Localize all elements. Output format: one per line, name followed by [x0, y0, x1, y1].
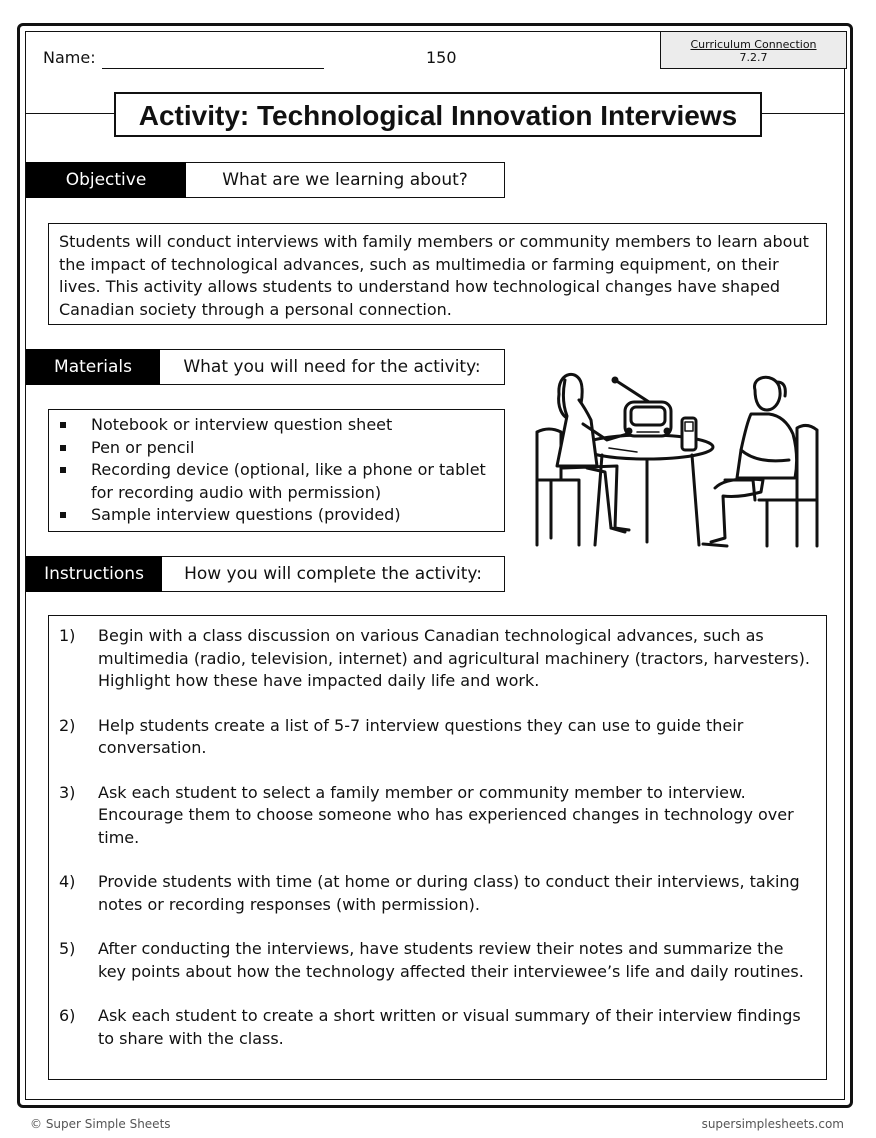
- bullet-icon: [60, 422, 66, 428]
- title-rule-left: [26, 113, 114, 114]
- list-item: [49, 782, 826, 850]
- list-item: [49, 938, 826, 983]
- curriculum-connection-code: 7.2.7: [739, 51, 768, 64]
- objective-text: Students will conduct interviews with family members or community members to learn about the impact of technological advances, such as multimedia or farming equipment, on their lives. This activity allows students to understand how technological changes have shaped Canadian society through a personal connection.: [59, 232, 809, 319]
- page-title: Activity: Technological Innovation Interviews: [114, 92, 762, 137]
- step-text: Ask each student to select a family member or community member to interview. Encourage them to choose someone who has experienced changes in technology over time.: [98, 782, 794, 847]
- list-item: [49, 871, 826, 916]
- list-item: [49, 1005, 826, 1050]
- title-rule-right: [762, 113, 844, 114]
- objective-desc: What are we learning about?: [186, 162, 505, 198]
- step-number: 3): [59, 782, 76, 802]
- step-number: 5): [59, 939, 76, 958]
- bullet-icon: [60, 445, 66, 451]
- objective-header: [26, 162, 505, 198]
- instructions-tag: Instructions: [26, 556, 162, 592]
- step-number: 1): [59, 626, 76, 645]
- step-text: Help students create a list of 5-7 interview questions they can use to guide their conversation.: [98, 715, 744, 757]
- materials-header: [26, 349, 505, 385]
- materials-tag: Materials: [26, 349, 160, 385]
- material-text: Pen or pencil: [91, 437, 195, 457]
- material-text: Notebook or interview question sheet: [91, 415, 393, 434]
- step-text: After conducting the interviews, have students review their notes and summarize the key points about how the technology affected their interviewee’s life and daily routines.: [98, 939, 804, 981]
- materials-box: [48, 409, 505, 532]
- list-item: [49, 715, 826, 760]
- instructions-box: [48, 615, 827, 1080]
- material-text: Sample interview questions (provided): [91, 505, 401, 524]
- materials-desc: What you will need for the activity:: [160, 349, 505, 385]
- material-text: Recording device (optional, like a phone or tablet for recording audio with permission): [91, 460, 486, 502]
- name-label: Name:: [43, 48, 96, 67]
- curriculum-connection-box: [660, 31, 847, 69]
- step-number: 4): [59, 872, 76, 891]
- instructions-desc: How you will complete the activity:: [162, 556, 505, 592]
- step-text: Provide students with time (at home or during class) to conduct their interviews, taking notes or recording responses (with permission).: [98, 872, 800, 914]
- list-item: [49, 414, 504, 437]
- footer-website[interactable]: supersimplesheets.com: [701, 1117, 844, 1131]
- bullet-icon: [60, 512, 66, 518]
- instructions-header: [26, 556, 505, 592]
- step-number: 2): [59, 715, 76, 735]
- instructions-list: [49, 616, 826, 1050]
- step-text: Begin with a class discussion on various Canadian technological advances, such as multimedia (radio, television, internet) and agricultural machinery (tractors, harvesters). Highlight how these have impacted daily life and work.: [98, 626, 810, 690]
- step-text: Ask each student to create a short written or visual summary of their interview findings to share with the class.: [98, 1006, 801, 1048]
- objective-tag: Objective: [26, 162, 186, 198]
- list-item: [49, 459, 504, 504]
- bullet-icon: [60, 467, 66, 473]
- list-item: [49, 625, 826, 693]
- objective-box: [48, 223, 827, 325]
- interview-illustration: [527, 360, 829, 570]
- step-number: 6): [59, 1006, 76, 1025]
- list-item: [49, 504, 504, 527]
- list-item: [49, 437, 504, 460]
- footer-copyright: © Super Simple Sheets: [30, 1117, 171, 1131]
- materials-list: [49, 410, 504, 527]
- curriculum-connection-title: Curriculum Connection: [690, 38, 817, 51]
- page-number: 150: [426, 48, 457, 67]
- name-field-line[interactable]: [102, 68, 324, 69]
